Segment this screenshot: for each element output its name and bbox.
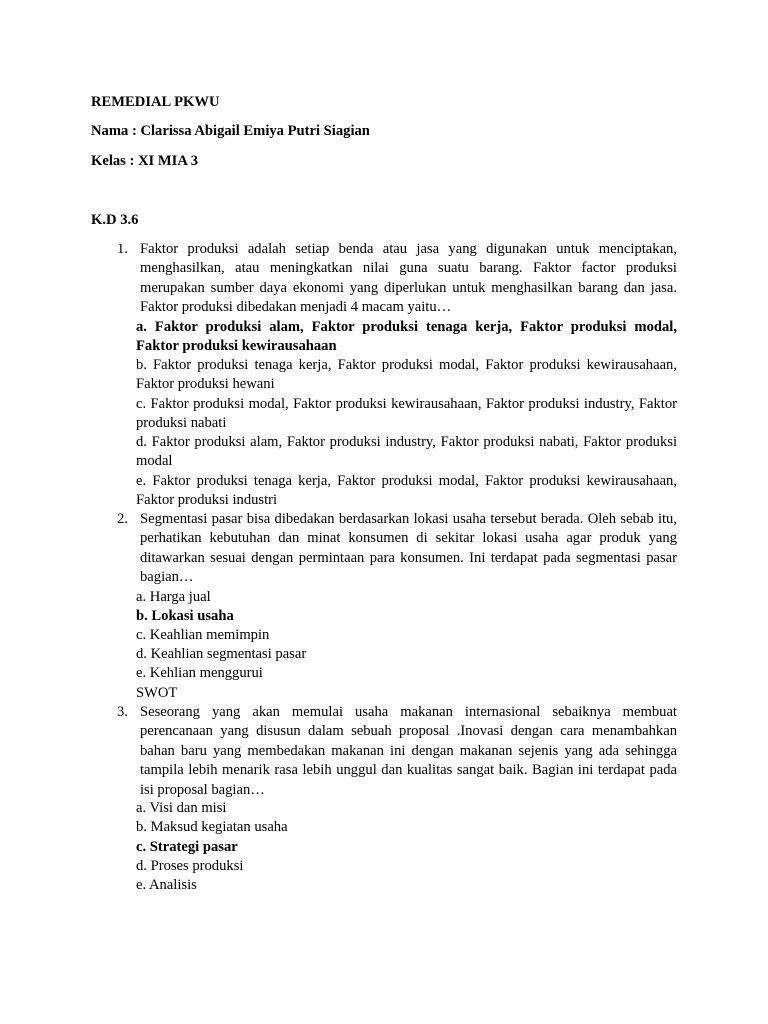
question-1-option-d: d. Faktor produksi alam, Faktor produksi industry, Faktor produksi nabati, Faktor produksi modal [136,434,677,470]
question-1-number: 1. [117,241,128,257]
question-3-option-e: e. Analisis [136,877,197,893]
student-name-line: Nama : Clarissa Abigail Emiya Putri Siagian [91,123,370,139]
student-class-line: Kelas : XI MIA 3 [91,153,199,169]
question-2-option-a: a. Harga jual [136,589,211,605]
question-1-text: Faktor produksi adalah setiap benda atau jasa yang digunakan untuk menciptakan, menghasilkan, atau meningkatkan nilai guna suatu barang. Faktor factor produksi merupakan sumber daya ekonomi yang diperlukan untuk menghasilkan barang dan jasa. Faktor produksi dibedakan menjadi 4 macam yaitu… [140,241,677,316]
question-2-option-b-answer: b. Lokasi usaha [136,608,234,624]
question-3-option-a: a. Visi dan misi [136,800,227,816]
question-2-option-c: c. Keahlian memimpin [136,627,270,643]
question-3-number: 3. [117,704,128,720]
document-title: REMEDIAL PKWU [91,94,220,110]
question-3-text: Seseorang yang akan memulai usaha makanan internasional sebaiknya membuat perencanaan yang disusun dalam sebuah proposal .Inovasi dengan cara menambahkan bahan baru yang membedakan makanan ini dengan makanan sejenis yang ada sehingga tampila lebih menarik rasa lebih unggul dan kualitas sangat baik. Bagian ini terdapat pada isi proposal bagian… [140,704,677,798]
question-2-text: Segmentasi pasar bisa dibedakan berdasarkan lokasi usaha tersebut berada. Oleh sebab itu, perhatikan kebutuhan dan minat konsumen di sekitar lokasi usaha agar produk yang ditawarkan sesuai dengan permintaan para konsumen. Ini terdapat pada segmentasi pasar bagian… [140,511,677,586]
question-1-option-a-answer: a. Faktor produksi alam, Faktor produksi tenaga kerja, Faktor produksi modal, Faktor produksi kewirausahaan [136,319,677,355]
question-3-option-d: d. Proses produksi [136,858,244,874]
question-2-number: 2. [117,511,128,527]
question-2-option-e: e. Kehlian menggurui [136,665,263,681]
question-1-option-c: c. Faktor produksi modal, Faktor produksi kewirausahaan, Faktor produksi industry, Faktor produksi nabati [136,396,677,432]
question-2-extra-text: SWOT [136,685,178,701]
kd-heading: K.D 3.6 [91,212,139,228]
question-3-option-c-answer: c. Strategi pasar [136,839,238,855]
question-1-option-e: e. Faktor produksi tenaga kerja, Faktor produksi modal, Faktor produksi kewirausahaan, Faktor produksi industri [136,473,677,509]
question-1-option-b: b. Faktor produksi tenaga kerja, Faktor produksi modal, Faktor produksi kewirausahaan, Faktor produksi hewani [136,357,677,393]
question-3-option-b: b. Maksud kegiatan usaha [136,819,288,835]
question-2-option-d: d. Keahlian segmentasi pasar [136,646,307,662]
